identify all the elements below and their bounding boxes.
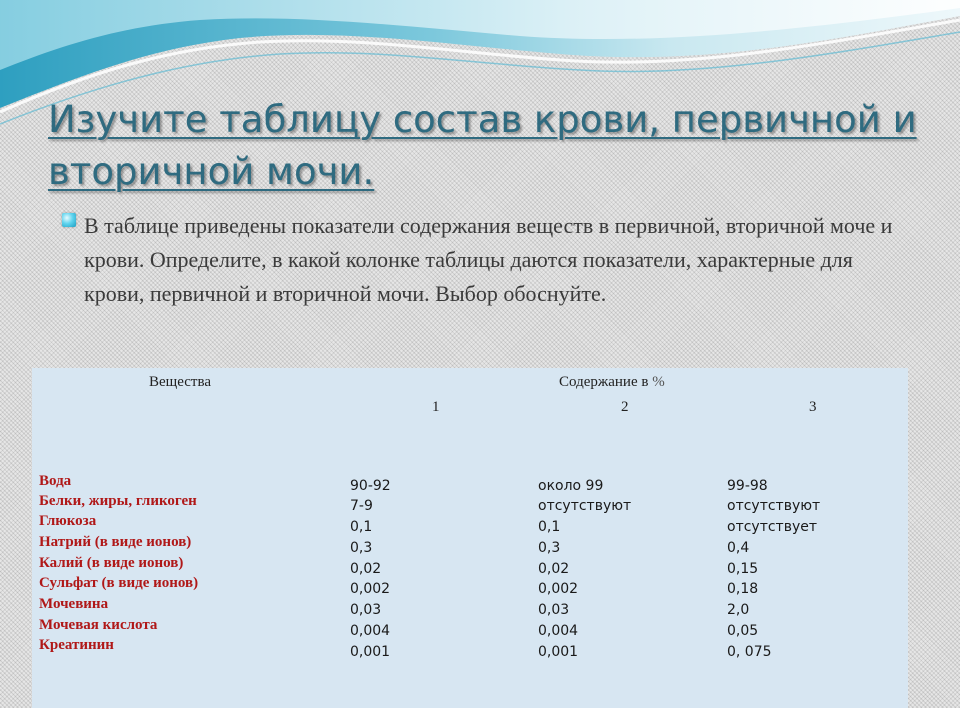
value-col-3: 2,0 <box>727 602 750 618</box>
value-col-3: 99-98 <box>727 478 768 494</box>
value-col-2: 0,3 <box>538 540 561 556</box>
value-col-1: 0,001 <box>350 644 391 660</box>
value-col-3: отсутствуют <box>727 498 821 514</box>
table-row <box>0 534 960 555</box>
value-col-1: 0,02 <box>350 561 382 577</box>
substance-name: Белки, жиры, гликоген <box>39 493 197 509</box>
square-bullet-icon <box>62 213 76 227</box>
value-col-1: 0,3 <box>350 540 373 556</box>
value-col-1: 0,1 <box>350 519 373 535</box>
value-col-2: 0,02 <box>538 561 570 577</box>
slide-title: Изучите таблицу состав крови, первичной и вторичной мочи. <box>48 98 917 193</box>
value-col-3: 0,18 <box>727 581 759 597</box>
table-row <box>0 596 960 617</box>
value-col-1: 0,03 <box>350 602 382 618</box>
task-text: В таблице приведены показатели содержания веществ в первичной, вторичной моче и крови. Определите, в какой колонке таблицы даются показатели, характерные для крови, первичной и вторичной мочи. Выбор обоснуйте. <box>84 213 893 306</box>
column-number-1: 1 <box>432 399 440 415</box>
substance-name: Сульфат (в виде ионов) <box>39 575 199 591</box>
substance-name: Натрий (в виде ионов) <box>39 534 192 550</box>
value-col-1: 0,004 <box>350 623 391 639</box>
value-col-2: 0,004 <box>538 623 579 639</box>
header-content-label: Содержание в <box>559 374 649 390</box>
substance-name: Креатинин <box>39 637 114 653</box>
value-col-3: 0, 075 <box>727 644 772 660</box>
table-row <box>0 555 960 576</box>
value-col-1: 0,002 <box>350 581 391 597</box>
table-row <box>0 493 960 514</box>
table-row <box>0 513 960 534</box>
value-col-1: 90-92 <box>350 478 391 494</box>
header-content <box>559 374 665 391</box>
table-row <box>0 473 960 494</box>
header-content-unit: % <box>652 374 665 390</box>
value-col-2: около 99 <box>538 478 604 494</box>
value-col-2: 0,002 <box>538 581 579 597</box>
value-col-2: 0,1 <box>538 519 561 535</box>
substance-name: Мочевая кислота <box>39 617 158 633</box>
value-col-1: 7-9 <box>350 498 373 514</box>
value-col-3: 0,4 <box>727 540 750 556</box>
table-row <box>0 575 960 596</box>
substance-name: Мочевина <box>39 596 109 612</box>
table-row <box>0 637 960 658</box>
substance-name: Глюкоза <box>39 513 97 529</box>
column-number-2: 2 <box>621 399 629 415</box>
header-substances: Вещества <box>149 374 211 390</box>
slide-bottom-edge <box>0 708 960 720</box>
value-col-3: 0,15 <box>727 561 759 577</box>
column-number-3: 3 <box>809 399 817 415</box>
value-col-2: отсутствуют <box>538 498 632 514</box>
substance-name: Вода <box>39 473 72 489</box>
table-row <box>0 617 960 638</box>
value-col-3: отсутствует <box>727 519 818 535</box>
value-col-2: 0,03 <box>538 602 570 618</box>
value-col-3: 0,05 <box>727 623 759 639</box>
value-col-2: 0,001 <box>538 644 579 660</box>
substance-name: Калий (в виде ионов) <box>39 555 184 571</box>
